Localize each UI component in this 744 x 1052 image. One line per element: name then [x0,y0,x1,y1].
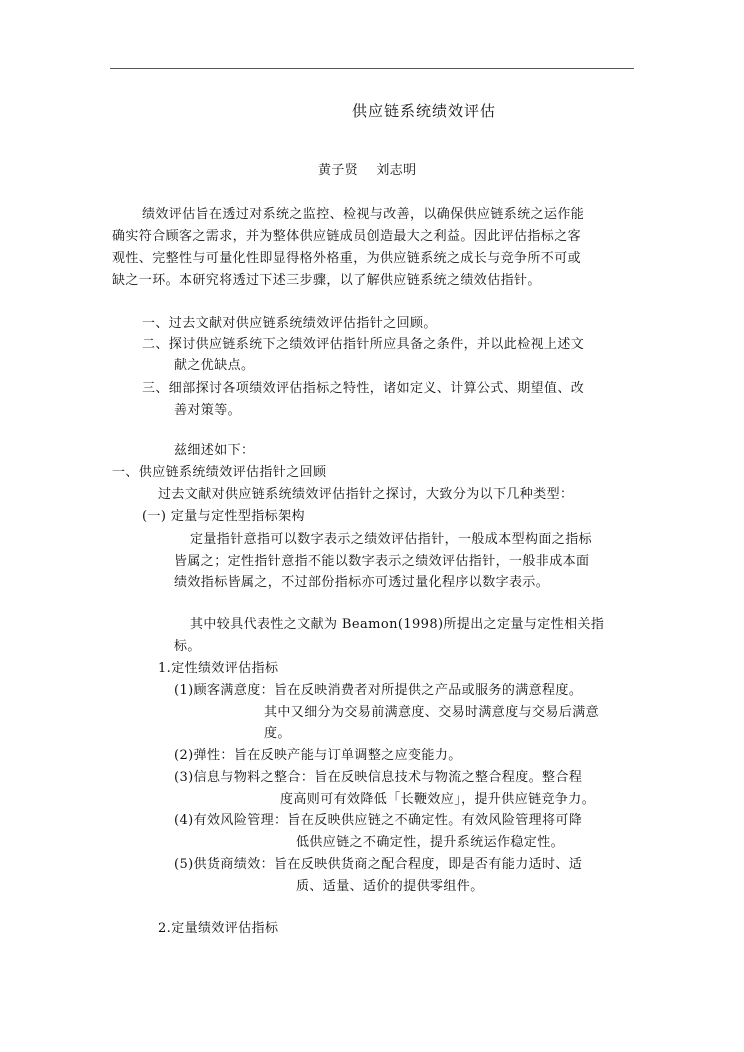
paragraph-line: 皆属之；定性指针意指不能以数字表示之绩效评估指针，一般非成本面 [174,554,590,569]
paragraph-line: 绩效指标皆属之，不过部份指标亦可透过量化程序以数字表示。 [174,575,550,590]
document-title: 供应链系统绩效评估 [352,102,497,120]
intro-line: 确实符合顾客之需求，并为整体供应链成员创造最大之利益。因此评估指标之客 [112,229,582,244]
list-item-continued: 度。 [264,726,291,741]
step-item: 二、探讨供应链系统下之绩效评估指针所应具备之条件，并以此检视上述文 [142,337,585,352]
intro-line: 观性、完整性与可量化性即显得格外格重，为供应链系统之成长与竞争所不可或 [112,251,582,266]
step-item: 三、细部探讨各项绩效评估指标之特性，诸如定义、计算公式、期望值、改 [142,381,585,396]
authors: 黄子贤 刘志明 [318,163,417,178]
detail-intro: 兹细述如下： [174,443,255,458]
header-rule [110,68,634,69]
list-item: (5)供货商绩效：旨在反映供货商之配合程度，即是否有能力适时、适 [174,857,583,872]
intro-line: 绩效评估旨在透过对系统之监控、检视与改善，以确保供应链系统之运作能 [142,207,585,222]
intro-line: 缺之一环。本研究将透过下述三步骤，以了解供应链系统之绩效估指针。 [112,273,541,288]
list-item-continued: 度高则可有效降低「长鞭效应」，提升供应链竞争力。 [280,792,596,807]
section-paragraph: 过去文献对供应链系统绩效评估指针之探讨，大致分为以下几种类型： [158,487,574,502]
paragraph-line: 其中较具代表性之文献为 Beamon(1998)所提出之定量与定性相关指 [190,617,605,632]
list-item-continued: 低供应链之不确定性，提升系统运作稳定性。 [296,835,565,850]
step-item-continued: 善对策等。 [174,403,242,418]
qualitative-heading: 1.定性绩效评估指标 [158,661,279,676]
list-item-continued: 质、适量、适价的提供零组件。 [296,879,484,894]
step-item-continued: 献之优缺点。 [174,358,255,373]
list-item: (4)有效风险管理：旨在反映供应链之不确定性。有效风险管理将可降 [174,813,583,828]
quantitative-heading: 2.定量绩效评估指标 [158,921,279,936]
list-item: (1)顾客满意度：旨在反映消费者对所提供之产品或服务的满意程度。 [174,683,583,698]
paragraph-line: 定量指针意指可以数字表示之绩效评估指针，一般成本型构面之指标 [190,532,593,547]
list-item-continued: 其中又细分为交易前满意度、交易时满意度与交易后满意 [264,705,600,720]
subsection-heading: (一) 定量与定性型指标架构 [142,509,305,524]
paragraph-line: 标。 [174,639,201,654]
list-item: (2)弹性：旨在反映产能与订单调整之应变能力。 [174,748,462,763]
section-heading: 一、供应链系统绩效评估指针之回顾 [112,465,327,480]
step-item: 一、过去文献对供应链系统绩效评估指针之回顾。 [142,316,437,331]
list-item: (3)信息与物料之整合：旨在反映信息技术与物流之整合程度。整合程 [174,770,583,785]
